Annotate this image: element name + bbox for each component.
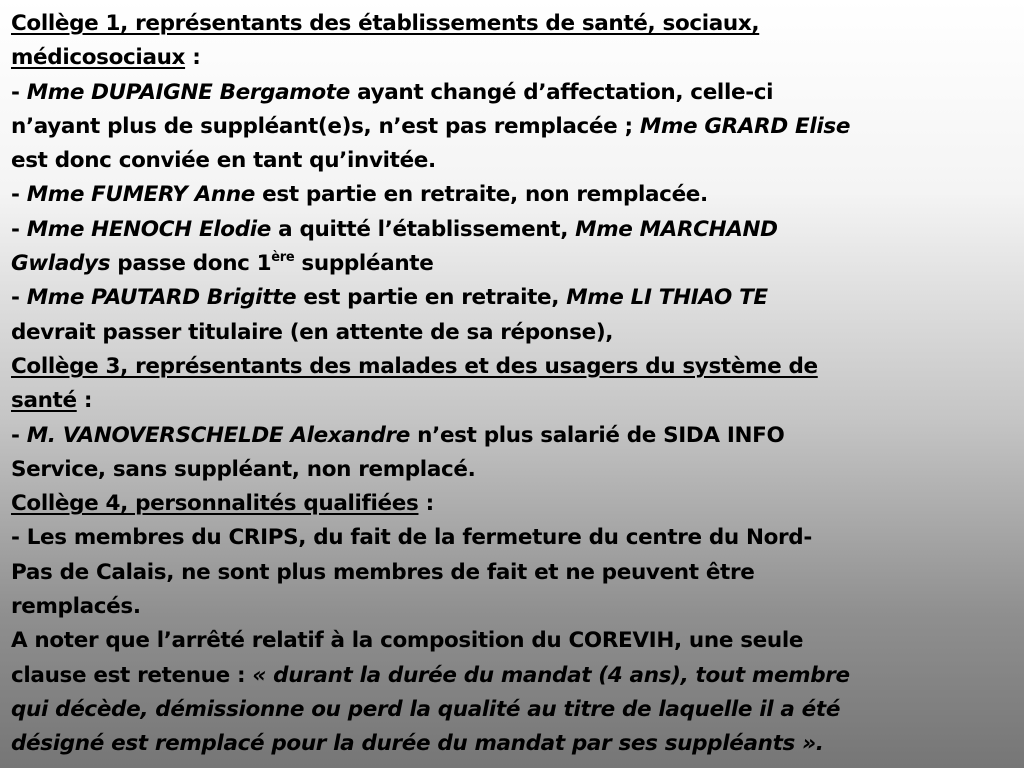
heading-colon: : <box>185 45 201 71</box>
college1-item1-line1 <box>11 76 1015 110</box>
college4-item1-line2 <box>11 556 1015 590</box>
member-text: Pas de Calais, ne sont plus membres de fait et ne peuvent être <box>11 559 755 585</box>
list-dash: - <box>11 182 27 208</box>
slide-text-body <box>11 7 1015 762</box>
member-name: Mme DUPAIGNE Bergamote <box>26 79 350 105</box>
college1-heading-line1 <box>11 7 1015 41</box>
college1-heading-line2 <box>11 41 1015 75</box>
college3-heading-text-cont: santé <box>11 388 77 414</box>
college1-item1-line3 <box>11 144 1015 178</box>
college4-heading-line <box>11 487 1015 521</box>
college1-item4-line1 <box>11 281 1015 315</box>
college4-heading-text: Collège 4, personnalités qualifiées <box>11 491 419 517</box>
ordinal-superscript: ère <box>271 250 295 266</box>
member-name: Mme MARCHAND <box>575 216 778 242</box>
note-quote: « durant la durée du mandat (4 ans), tout membre <box>252 662 850 688</box>
note-quote: désigné est remplacé pour la durée du mandat par ses suppléants ». <box>11 731 824 757</box>
college4-item1-line1 <box>11 521 1015 555</box>
member-text: suppléante <box>294 251 434 277</box>
member-text: est partie en retraite, non remplacée. <box>255 182 708 208</box>
note-quote: qui décède, démissionne ou perd la qualité au titre de laquelle il a été <box>11 696 841 722</box>
note-text: clause est retenue : <box>11 662 253 688</box>
list-dash: - <box>11 79 27 105</box>
note-line1 <box>11 624 1015 658</box>
college1-item4-line2 <box>11 316 1015 350</box>
college3-item1-line1 <box>11 419 1015 453</box>
list-dash: - <box>11 216 27 242</box>
member-text: est donc conviée en tant qu’invitée. <box>11 148 436 174</box>
note-text: A noter que l’arrêté relatif à la composition du COREVIH, une seule <box>11 628 804 654</box>
member-name: Mme FUMERY Anne <box>26 182 256 208</box>
note-line4 <box>11 727 1015 761</box>
college3-heading-line1 <box>11 350 1015 384</box>
note-line3 <box>11 693 1015 727</box>
member-name: Mme GRARD Elise <box>639 113 851 139</box>
college1-item1-line2 <box>11 110 1015 144</box>
member-text: n’ayant plus de suppléant(e)s, n’est pas remplacée ; <box>11 113 640 139</box>
member-text: est partie en retraite, <box>296 285 567 311</box>
heading-colon: : <box>418 491 434 517</box>
member-text: ayant changé d’affectation, celle-ci <box>349 79 774 105</box>
member-text: passe donc 1 <box>110 251 272 277</box>
member-text: remplacés. <box>11 594 141 620</box>
college1-item3-line1 <box>11 213 1015 247</box>
member-text: a quitté l’établissement, <box>271 216 576 242</box>
college1-item2-line1 <box>11 178 1015 212</box>
member-text: Service, sans suppléant, non remplacé. <box>11 456 476 482</box>
note-line2 <box>11 659 1015 693</box>
member-text: devrait passer titulaire (en attente de sa réponse), <box>11 319 614 345</box>
member-name: Mme LI THIAO TE <box>566 285 768 311</box>
list-dash: - <box>11 285 27 311</box>
heading-colon: : <box>76 388 93 414</box>
list-dash: - <box>11 422 27 448</box>
college1-item3-line2 <box>11 247 1015 281</box>
college1-heading-text-cont: médicosociaux <box>11 45 186 71</box>
college3-item1-line2 <box>11 453 1015 487</box>
member-text: n’est plus salarié de SIDA INFO <box>410 422 785 448</box>
college3-heading-text: Collège 3, représentants des malades et des usagers du système de <box>11 353 818 379</box>
member-name: Mme HENOCH Elodie <box>26 216 272 242</box>
member-name: M. VANOVERSCHELDE Alexandre <box>26 422 411 448</box>
member-name: Gwladys <box>11 251 111 277</box>
member-name: Mme PAUTARD Brigitte <box>26 285 297 311</box>
college1-heading-text: Collège 1, représentants des établissements de santé, sociaux, <box>11 11 760 36</box>
member-text: - Les membres du CRIPS, du fait de la fermeture du centre du Nord- <box>11 525 812 551</box>
college3-heading-line2 <box>11 384 1015 418</box>
college4-item1-line3 <box>11 590 1015 624</box>
